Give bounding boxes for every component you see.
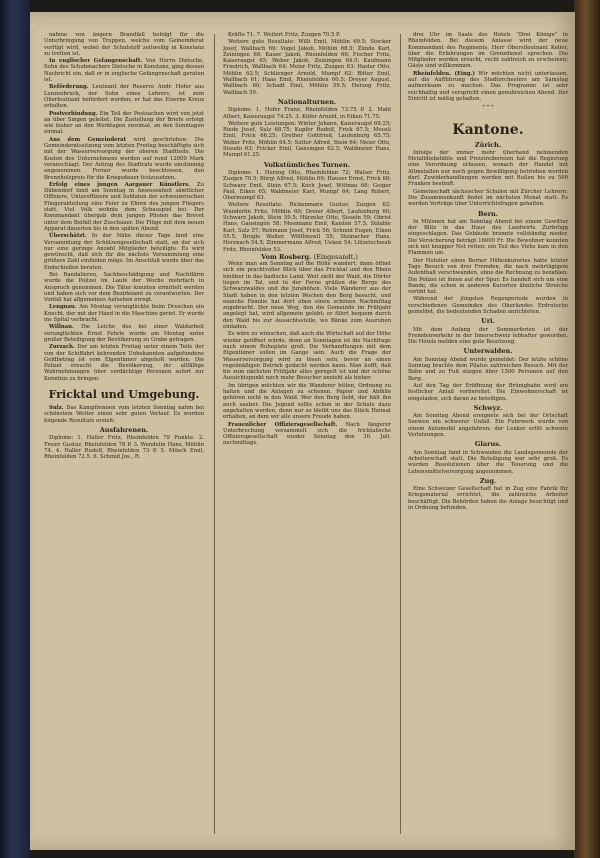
paragraph: Erfolg eines jungen Aargauer Künstlers. Zu Dübendorf fand am Sonntag in Anwesenheit sämtlicher Offiziere, Unteroffiziere und Soldaten der schweizerischen Fliegerabteilung eine Feier zu Ehren des jungen Fliegers statt. Viel Volk wohnte dem Schauspiel bei. Der Kommandant übergab dem jungen Piloten das Brevet unter dem Beifall der Zuschauer. Die Flüge mit dem neuen Apparat dauerten bis in den späten Abend. (44, 181, 204, 232)
paragraph: Bei Randalieren, Sachbeschädigung und Nachtlärm wurde die Polizei im Laufe der Woche mehrfach in Anspruch genommen. Die Täter konnten ermittelt werden und haben sich vor dem Bezirksamt zu verantworten. Der Vorfall hat allgemeines Aufsehen erregt. (44, 271, 204, 304)
paragraph: Überschätzt. In der Nähe dieser Tage fand eine Versammlung der Schützengesellschaft statt, an der sich nur eine geringe Anzahl Mitglieder beteiligte. Es wird gewünscht, daß sich für die nächste Versammlung eine größere Zahl einfinden möge. Im Anschluß wurde über das Endschießen beraten. (44, 233, 204, 271)
paragraph-lead: Willnau. (49, 324, 74, 331)
column-left (44, 32, 204, 836)
paragraph: Beförderung. Leutnant der Reserve Andr. Hofer aus Lenzenbruck, der Sohn eines Lehrers, ist zum Oberleutnant befördert worden; er hat das Eiserne Kreuz erhalten. (44, 84, 204, 110)
paragraph: Infolge der immer mehr überhand nehmenden Metalldiebstähle und Preistreibereien hat die Regierung eine Verordnung erlassen, wonach der Handel mit Altmetallen nur noch gegen Bewilligung betrieben werden darf. Zuwiderhandlungen werden mit Bußen bis zu 500 Franken bestraft. (408, 149, 568, 188)
column-right (408, 32, 568, 836)
paragraph-lead: Sulz. (49, 405, 64, 412)
subsection-title: Ausfahrenen. (99, 425, 149, 434)
paragraph: Am Sonntag fand in Schwanden die Landsgemeinde der Arbeiterschaft statt. Die Beteiligung war sehr groß. Es wurden Resolutionen über die Teuerung und die Lebensmittelversorgung angenommen. (408, 449, 568, 475)
paragraph-lead: In englischer Gefangenschaft. (49, 58, 143, 65)
paragraph-lead: Postverbindung. (49, 110, 98, 117)
column-rule (214, 34, 215, 834)
paragraph: In Mülenen hat am Sonntag Abend bei einem Gewitter der Blitz in das Haus des Landwirts Zurbrügg eingeschlagen. Das Gebäude brannte vollständig nieder. Die Versicherung beträgt 16000 Fr. Die Bewohner konnten sich mit knapper Not retten; ein Teil des Viehs kam in den Flammen um. (408, 218, 568, 257)
paragraph: Während der jüngsten Regenperiode wurden in verschiedenen Gemeinden des Oberlandes Erdrutsche gemeldet, die bedeutenden Schaden anrichteten. (408, 296, 568, 315)
subsection-title: Bern. (477, 209, 499, 218)
paragraph: Zurzach. Der am letzten Freitag unter einem Teile der von der Schiffahrt kehrenden Unbekannten aufgefundene Geldbetrag ist vom Eigentümer abgeholt worden. Die Polizei ersucht die Bevölkerung, ihr allfällige Wahrnehmungen über verdächtige Personen sofort zur Kenntnis zu bringen. (44, 344, 204, 382)
paragraph: Sulz. Das Kampfrennen vom letzten Sonntag nahm bei schönstem Wetter einen sehr guten Verlauf. Es wurden folgende Resultate erzielt: (44, 405, 204, 424)
paragraph: Weitere gute Leistungen: Winter Johann, Kaiseraugst 69.25; Riede Josef, Sulz 68.75; Kupfer Rudolf, Frick 67.5; Moosli Emil, Frick 66.25; Grether Gottfried, Laufenburg 65.75; Weber Fritz, Möhlin 64.5; Sutter Alfred, Stein 64; Meier Otto, Sisseln 63; Fricker Emil, Gansingen 62.5; Waldmeier Hans, Mumpf 61.25. (223, 120, 391, 159)
paragraph: Im übrigen möchten wir die Wanderer bitten, Ordnung zu halten und die Anlagen zu schonen. Papier und Abfälle gehören nicht in den Wald. Wer den Berg liebt, der hält ihn auch sauber. Die Jugend sollte schon in der Schule dazu angehalten werden, denn nur so bleibt uns das Stück Heimat erhalten, an dem wir alle unsere Freude haben. (223, 382, 391, 421)
paragraph: Am Sonntag Abend wurde gemeldet: Der letzte schöne Sonntag brachte dem Pilatus zahlreichen Besuch. Mit der Bahn und zu Fuß stiegen über 1500 Personen auf den Berg. (408, 356, 568, 382)
paragraph: Rheinfelden. (Eing.) Wir möchten nicht unterlassen, auf die Aufführung des Stadtorchesters am Samstag aufmerksam zu machen. Das Programm ist sehr reichhaltig und verspricht einen genußreichen Abend. Der Eintritt ist mäßig gehalten. (408, 70, 568, 102)
subsection-title: Unterwalden. (463, 347, 513, 356)
paragraph: Willnau. Die Leiche des bei einer Waldarbeit verunglückten Ernst Fehrle wurde am Montag unter großer Beteiligung der Bevölkerung zu Grabe getragen. (44, 324, 204, 343)
subsection-title: Nationalturnen. (277, 97, 337, 106)
section-title-kantone: Kantone. (452, 121, 524, 138)
paragraph-lead: Überschätzt. (49, 233, 87, 240)
paragraph: Gemeinschaft sächsischer Schulen mit Zürcher Lehrern: Die Zusammenkunft findet im nächsten Monat statt. Es werden Vorträge über Unterrichtsfragen gehalten. (408, 188, 568, 208)
book-binding-right (574, 0, 600, 858)
paragraph: In englischer Gefangenschaft. Von Herrn Dietsche, Sohn des Schuhmachers Dietsche in Konstanz, ging dessen Nachricht ein, daß er in englische Gefangenschaft geraten ist. (44, 58, 204, 84)
paragraph: Diplome: 1. Hofer Franz, Rheinfelden 73.75 P. 2. Mahl Albert, Kaiseraugst 74.25. 3. Küfer Arnold, in Eiken 71.75. (223, 107, 391, 120)
section-title-fricktal: Fricktal und Umgebung. (48, 388, 200, 402)
subsection-title: Uri. (481, 317, 495, 326)
paragraph: Eine Schweizer Gesellschaft hat in Zug eine Fabrik für Kriegsmaterial errichtet, die zahlreiche Arbeiter beschäftigt. Die Behörden haben die Anlage besichtigt und in Ordnung befunden. (408, 486, 568, 511)
paragraph: Auf den Tag der Eröffnung der Brünigbahn wird ein festlicher Anlaß vorbereitet. Die Einwohnerschaft ist eingeladen, sich daran zu beteiligen. (408, 382, 568, 402)
paragraph-lead: Erfolg eines jungen Aargauer Künstlers. (49, 181, 190, 188)
paragraph: Der Hotelier eines Berner Höhenkurortes hatte letzter Tage Besuch von drei Fremden, die nach mehrtägigem Aufenthalt verschwanden, ohne die Rechnung zu bezahlen. Die Polizei ist ihnen auf der Spur. Es handelt sich um eine Bande, die schon in anderen Kurorten ähnliche Streiche verübt hat. (408, 257, 568, 296)
paragraph: drei Uhr im Saale des Hotels "Drei Könige" in Rheinfelden. Bei diesem Anlasse wird der neue Kommandant des Regiments, Herr Oberstleutnant Keller, über die Erfahrungen im Grenzdienst sprechen. Die Mitglieder werden ersucht, recht zahlreich zu erscheinen; Gäste sind willkommen. (408, 32, 568, 70)
paragraph: Diplome: 1. Haller Fritz, Rheinfelden 79 Punkte. 2. Treier Gustav, Rheinfelden 78 P. 3. Wendelin Hans, Möhlin 74. 4. Haller Rudolf, Rheinfelden 73 P. 5. Mösch Emil, Rheinfelden 72.5. 6. Schmid Jos., R. (44, 435, 204, 461)
subsection-title: Glarus. (474, 440, 502, 449)
paragraph-lead: Rheinfelden. (Eing.) (413, 70, 475, 77)
paragraph: Wenn man am Sonntag auf die Höhe wandert, dann öffnet sich ein prachtvoller Blick über das Fricktal und den Rhein hinüber in das badische Land. Weit zieht der Wald, die Dörfer liegen im Tal, und in der Ferne grüßen die Berge des Schwarzwaldes und die Jurahöhen. Viele Wanderer aus der Stadt haben in den letzten Wochen den Berg besucht, und manche Familie hat dort oben einen schönen Nachmittag zugebracht. Der neue Weg, den die Gemeinde im Frühjahr angelegt hat, wird allgemein gelobt; er führt bequem durch den Wald bis zur Aussichtsstelle, wo Bänke zum Ausruhen einladen. (223, 261, 391, 331)
paragraph: Diplome: 1. Herzog Otto, Rheinfelden 72; Walser Fritz, Zuzgen 70.5; Bürgi Alfred, Möhlin 69; Hauser Ernst, Frick 68; Schwarz Emil, Stein 67.5; Koch Josef, Wittnau 66; Geiger Paul, Eiken 65; Waldmeier Karl, Mumpf 64; Lang Robert, Obermumpf 63. (223, 169, 391, 202)
subsection-title: Zürich. (474, 140, 502, 149)
subsection-title: Volkstümliches Turnen. (264, 160, 350, 169)
paragraph: Mit dem Anfang der Sommerferien ist der Fremdenverkehr in der Innerschweiz lebhafter geworden. Die Hotels melden eine gute Besetzung. (408, 326, 568, 346)
subsection-title: Zug. (479, 476, 497, 485)
newspaper-page (30, 12, 575, 850)
paragraph-lead: Beförderung. (49, 84, 89, 91)
paragraph-lead: Lengnau. (49, 304, 77, 311)
paragraph: Kräfte 71. 7. Weitert Fritz, Zuzgen 70.5 P. (228, 32, 341, 38)
paragraph: Weitere gute Resultate: Willi Emil, Möhlin 69.5; Stocker Josef, Wallbach 69; Vogel Jakob, Möhlin 68.5; Zünde Karl, Zeiningen 68; Kauer Jakob, Rheinfelden 66; Fischer Fritz, Kaiseraugst 65; Weber Jakob, Zeiningen 64.5; Kaufmann Friedrich, Wallbach 64; Meier Fritz, Zuzgen 63; Hasler Otto, Möhlin 62.5; Schlienger Arnold, Mumpf 62; Bitter Emil, Wallbach 61; Haas Emil, Rheinfelden 60.5; Dreyer August, Wallbach 60; Schadt Emil, Möhlin 59.5; Herzog Fritz, Wallbach 59. (223, 39, 391, 96)
paragraph: Es wäre zu wünschen, daß auch die Wirtschaft auf der Höhe wieder geöffnet würde, denn an Sonntagen ist die Nachfrage nach einem Ruheplatz groß. Die Verhandlungen mit dem Eigentümer sollen im Gange sein. Auch die Frage der Wasserversorgung wird zu lösen sein, bevor an einen regelmäßigen Betrieb gedacht werden kann. Man hofft, daß bis zum nächsten Frühjahr alles geregelt ist und der schöne Aussichtspunkt noch mehr Besucher anzieht als bisher. (223, 331, 391, 382)
paragraph: Weitere Resultate: Rickenmann Gustav, Zuzgen 62; Wunderlin Fritz, Möhlin 60; Dreier Albert, Laufenburg 60; Schwarz Jakob, Stein 59.5; Hürzeler Otto, Sisseln 59; Obrist Hans, Gansingen 58; Mosimann Emil, Kaisten 57.5; Stäuble Karl, Sulz 57; Rehmann Josef, Frick 56; Schmid Eugen, Eiken 55.5; Brogle Walter, Wölflinswil 55; Steinacher Hans, Herznach 54.5; Zimmermann Alfred, Ueken 54; Lützelschwab Fritz, Rheinfelden 53. (223, 202, 391, 253)
paragraph: Frauenlicher Offiziersgesellschaft. Nach längerer Unterbrechung versammelt sich die fricktalische Offiziersgesellschaft wieder Sonntag den 30. Juli, nachmittags. (223, 421, 391, 447)
paragraph: Postverbindung. Ein Teil der Postsachen wird von jetzt an über Singen geleitet. Die Zustellung der Briefe erfolgt wie bisher an den Werktagen zweimal, an den Sonntagen einmal. (44, 110, 204, 136)
column-middle (223, 32, 391, 836)
separator-stars: * * * (482, 104, 494, 111)
paragraph-lead: Zurzach. (49, 344, 75, 351)
column-rule (400, 34, 401, 834)
paragraph: Am Sonntag Abend ereignete sich bei der Ortschaft Seewen ein schwerer Unfall. Ein Fuhrwerk wurde von einem Automobil angefahren; der Lenker erlitt schwere Verletzungen. (408, 413, 568, 439)
paragraph: Aus dem Gemeinderat wird geschrieben: Die Gemeinderatssitzung vom letzten Freitag beschäftigte sich mit der Wasserversorgung der oberen Stadtteile. Die Kosten des Unternehmens werden auf rund 12000 Mark veranschlagt. Der Antrag des Stadtrats wurde einstimmig angenommen. Ferner wurde beschlossen, den Brennholzpreis für die Kriegsdauer festzusetzen. (44, 136, 204, 181)
paragraph: Lengnau. Am Montag verunglückte beim Dreschen ein Knecht, der mit der Hand in die Maschine geriet. Er wurde ins Spital verbracht. (44, 304, 204, 324)
article-title: Vom Rosberg. (Eingesandt.) (261, 252, 358, 261)
book-binding-left (0, 0, 30, 858)
paragraph-lead: Frauenlicher Offiziersgesellschaft. (228, 421, 338, 428)
paragraph-lead: Aus dem Gemeinderat (49, 136, 127, 143)
paragraph: nahme von ängern Brandfall befolgt für die Unterbringung von Truppen, welche vom Gemeinderat verfügt wird, wobei der Schulstoff zeitweilig in Konstanz zu tretten ist. (44, 32, 204, 57)
subsection-title: Schwyz. (473, 403, 503, 412)
